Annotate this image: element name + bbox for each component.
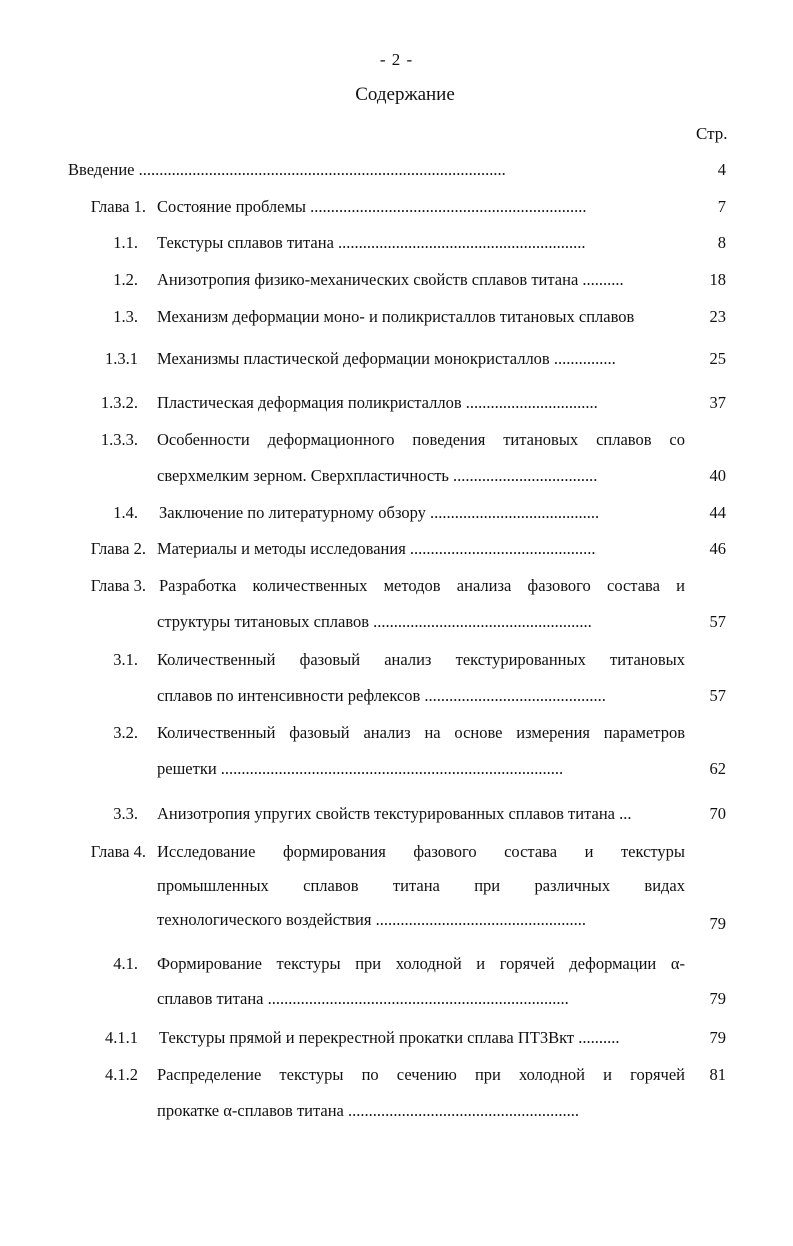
toc-page-3-1: 57	[709, 686, 726, 705]
toc-page-1-3-2: 37	[709, 393, 726, 412]
toc-entry-4-1-line-1: Формирование текстуры при холодной и горячей деформации α-	[157, 954, 685, 973]
toc-num-1-3-2: 1.3.2.	[100, 393, 138, 412]
toc-page-1-3-3: 40	[709, 466, 726, 485]
toc-num-3-3: 3.3.	[113, 804, 138, 823]
toc-num-chapter-3: Глава 3.	[90, 576, 146, 595]
toc-page-4-1-2: 81	[709, 1065, 726, 1084]
page-number: - 2 -	[379, 50, 414, 69]
toc-entry-1-3-3-line-2: сверхмелким зерном. Сверхпластичность ...................................	[157, 466, 598, 485]
toc-entry-1-3: Механизм деформации моно- и поликристаллов титановых сплавов	[157, 307, 635, 326]
toc-page-1-3: 23	[709, 307, 726, 326]
toc-entry-3-2-line-1: Количественный фазовый анализ на основе измерения параметров	[157, 723, 685, 742]
toc-page-1-4: 44	[709, 503, 726, 522]
toc-page-4-1: 79	[709, 989, 726, 1008]
toc-num-1-3-3: 1.3.3.	[100, 430, 138, 449]
toc-page-4-1-1: 79	[709, 1028, 726, 1047]
toc-num-chapter-2: Глава 2.	[90, 539, 146, 558]
toc-entry-1-3-3-line-1: Особенности деформационного поведения титановых сплавов со	[157, 430, 685, 449]
toc-num-4-1-2: 4.1.2	[105, 1065, 138, 1084]
toc-page-1-1: 8	[717, 233, 726, 252]
toc-num-1-1: 1.1.	[113, 233, 138, 252]
toc-entry-1-2: Анизотропия физико-механических свойств сплавов титана ..........	[157, 270, 624, 289]
toc-num-chapter-1: Глава 1.	[90, 197, 146, 216]
page-title: Содержание	[355, 84, 455, 105]
toc-entry-chapter-3-line-2: структуры титановых сплавов .....................................................	[157, 612, 592, 631]
toc-entry-chapter-4-line-2: промышленных сплавов титана при различных видах	[157, 876, 685, 895]
toc-page-introduction: 4	[717, 160, 726, 179]
toc-entry-1-3-1: Механизмы пластической деформации монокристаллов ...............	[157, 349, 616, 368]
toc-entry-4-1-line-2: сплавов титана .........................................................................	[157, 989, 569, 1008]
toc-num-1-4: 1.4.	[113, 503, 138, 522]
toc-entry-3-1-line-2: сплавов по интенсивности рефлексов ............................................	[157, 686, 606, 705]
toc-entry-4-1-1: Текстуры прямой и перекрестной прокатки сплава ПТ3Вкт ..........	[159, 1028, 620, 1047]
toc-page-chapter-2: 46	[709, 539, 726, 558]
toc-entry-1-3-2: Пластическая деформация поликристаллов ................................	[157, 393, 598, 412]
toc-page-chapter-1: 7	[717, 197, 726, 216]
toc-entry-chapter-2: Материалы и методы исследования .............................................	[157, 539, 596, 558]
toc-page-chapter-4: 79	[709, 914, 726, 933]
toc-num-1-2: 1.2.	[113, 270, 138, 289]
toc-entry-4-1-2-line-2: прокатке α-сплавов титана ........................................................	[157, 1101, 580, 1120]
toc-page-3-2: 62	[709, 759, 726, 778]
toc-entry-chapter-3-line-1: Разработка количественных методов анализа фазового состава и	[159, 576, 685, 595]
page-column-label: Стр.	[696, 124, 728, 143]
toc-entry-introduction: Введение .........................................................................................	[68, 160, 506, 179]
toc-entry-3-3: Анизотропия упругих свойств текстурированных сплавов титана ...	[157, 804, 632, 823]
toc-entry-chapter-1: Состояние проблемы ...................................................................	[157, 197, 587, 216]
toc-page-1-2: 18	[709, 270, 726, 289]
toc-num-1-3: 1.3.	[113, 307, 138, 326]
toc-num-1-3-1: 1.3.1	[105, 349, 138, 368]
toc-num-3-1: 3.1.	[113, 650, 138, 669]
toc-entry-chapter-4-line-3: технологического воздействия ...................................................	[157, 910, 586, 929]
toc-entry-chapter-4-line-1: Исследование формирования фазового состава и текстуры	[157, 842, 685, 861]
toc-page-1-3-1: 25	[709, 349, 726, 368]
toc-num-3-2: 3.2.	[113, 723, 138, 742]
toc-entry-1-4: Заключение по литературному обзору .........................................	[159, 503, 600, 522]
toc-num-4-1-1: 4.1.1	[105, 1028, 138, 1047]
toc-num-4-1: 4.1.	[113, 954, 138, 973]
toc-num-chapter-4: Глава 4.	[90, 842, 146, 861]
toc-entry-3-2-line-2: решетки ...................................................................................	[157, 759, 564, 778]
toc-entry-1-1: Текстуры сплавов титана ............................................................	[157, 233, 586, 252]
toc-page-chapter-3: 57	[709, 612, 726, 631]
toc-entry-4-1-2-line-1: Распределение текстуры по сечению при холодной и горячей	[157, 1065, 685, 1084]
toc-entry-3-1-line-1: Количественный фазовый анализ текстурированных титановых	[157, 650, 685, 669]
toc-page-3-3: 70	[709, 804, 726, 823]
